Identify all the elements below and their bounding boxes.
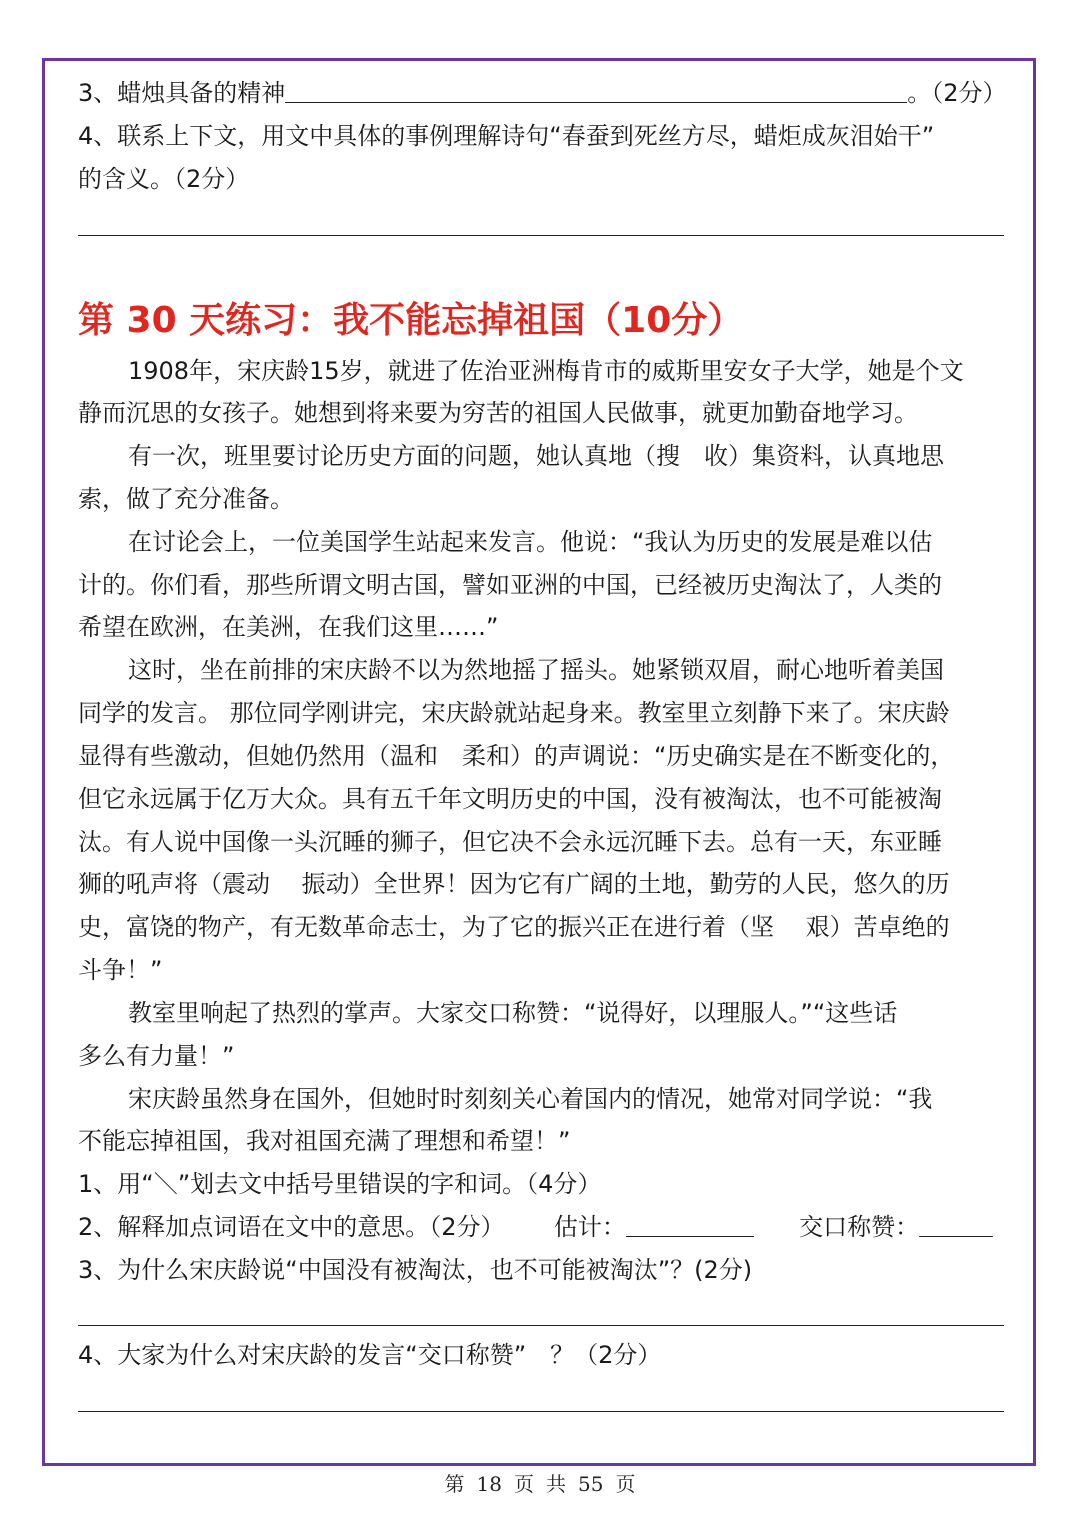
footer-ye: 页 bbox=[514, 1472, 534, 1496]
passage-line: 1908年，宋庆龄15岁，就进了佐治亚洲梅肯市的威斯里安女子大学，她是个文 bbox=[128, 357, 964, 385]
passage-line: 希望在欧洲，在美洲，在我们这里……” bbox=[78, 613, 499, 641]
passage-line: 同学的发言。 那位同学刚讲完，宋庆龄就站起身来。教室里立刻静下来了。宋庆龄 bbox=[78, 699, 950, 727]
passage-line: 这时，坐在前排的宋庆龄不以为然地摇了摇头。她紧锁双眉，耐心地听着美国 bbox=[128, 656, 944, 684]
q2-term-2: 交口称赞： bbox=[799, 1213, 920, 1241]
q3-answer-blank[interactable] bbox=[285, 80, 907, 103]
passage-line: 但它永远属于亿万大众。具有五千年文明历史的中国，没有被淘汰，也不可能被淘 bbox=[78, 785, 942, 813]
question-4: 4、大家为什么对宋庆龄的发言“交口称赞” ？（2分） bbox=[78, 1341, 662, 1369]
footer-total-pages: 55 bbox=[578, 1472, 604, 1496]
section-title: 第 30 天练习：我不能忘掉祖国（10分） bbox=[78, 300, 744, 341]
passage-line: 教室里响起了热烈的掌声。大家交口称赞：“说得好，以理服人。”“这些话 bbox=[128, 999, 898, 1027]
q3-points: 。（2分） bbox=[907, 79, 1007, 107]
question-3-candle-spirit bbox=[78, 78, 1007, 108]
passage-line: 多么有力量！” bbox=[78, 1042, 235, 1070]
q3-answer-line[interactable] bbox=[78, 1325, 1004, 1326]
passage-line: 在讨论会上，一位美国学生站起来发言。他说：“我认为历史的发展是难以估 bbox=[128, 528, 933, 556]
passage-line: 不能忘掉祖国，我对祖国充满了理想和希望！” bbox=[78, 1127, 571, 1155]
question-3: 3、为什么宋庆龄说“中国没有被淘汰，也不可能被淘汰”？(2分) bbox=[78, 1256, 753, 1284]
question-4-line-1: 4、联系上下文，用文中具体的事例理解诗句“春蚕到死丝方尽，蜡炬成灰泪始干” bbox=[78, 122, 935, 150]
passage-line: 索，做了充分准备。 bbox=[78, 485, 294, 513]
footer-gong: 共 bbox=[546, 1472, 566, 1496]
q4-answer-line[interactable] bbox=[78, 235, 1004, 236]
q2-label: 2、解释加点词语在文中的意思。（2分） bbox=[78, 1213, 505, 1241]
footer-page-number: 18 bbox=[476, 1472, 502, 1496]
q2-blank-2[interactable] bbox=[919, 1214, 993, 1237]
passage-line: 计的。你们看，那些所谓文明古国，譬如亚洲的中国，已经被历史淘汰了，人类的 bbox=[78, 571, 942, 599]
passage-line: 斗争！” bbox=[78, 956, 163, 984]
footer-ye-2: 页 bbox=[615, 1472, 636, 1496]
question-4-line-2: 的含义。（2分） bbox=[78, 165, 250, 193]
passage-line: 宋庆龄虽然身在国外，但她时时刻刻关心着国内的情况，她常对同学说：“我 bbox=[128, 1085, 933, 1113]
question-1: 1、用“＼”划去文中括号里错误的字和词。（4分） bbox=[78, 1170, 602, 1198]
question-2 bbox=[78, 1212, 1004, 1242]
q2-blank-1[interactable] bbox=[626, 1214, 754, 1237]
passage-line: 汰。有人说中国像一头沉睡的狮子，但它决不会永远沉睡下去。总有一天，东亚睡 bbox=[78, 828, 942, 856]
passage-line: 史，富饶的物产，有无数革命志士，为了它的振兴正在进行着（坚 艰）苦卓绝的 bbox=[78, 913, 950, 941]
q3-label: 3、蜡烛具备的精神 bbox=[78, 79, 286, 107]
footer-di: 第 bbox=[444, 1472, 465, 1496]
passage-line: 静而沉思的女孩子。她想到将来要为穷苦的祖国人民做事，就更加勤奋地学习。 bbox=[78, 399, 918, 427]
q4b-answer-line[interactable] bbox=[78, 1411, 1004, 1412]
passage-line: 显得有些激动，但她仍然用（温和 柔和）的声调说：“历史确实是在不断变化的， bbox=[78, 742, 955, 770]
passage-line: 有一次，班里要讨论历史方面的问题，她认真地（搜 收）集资料，认真地思 bbox=[128, 442, 944, 470]
q2-term-1: 估计： bbox=[553, 1213, 626, 1241]
passage-line: 狮的吼声将（震动 振动）全世界！因为它有广阔的土地，勤劳的人民，悠久的历 bbox=[78, 870, 950, 898]
page-footer bbox=[0, 1468, 1080, 1497]
